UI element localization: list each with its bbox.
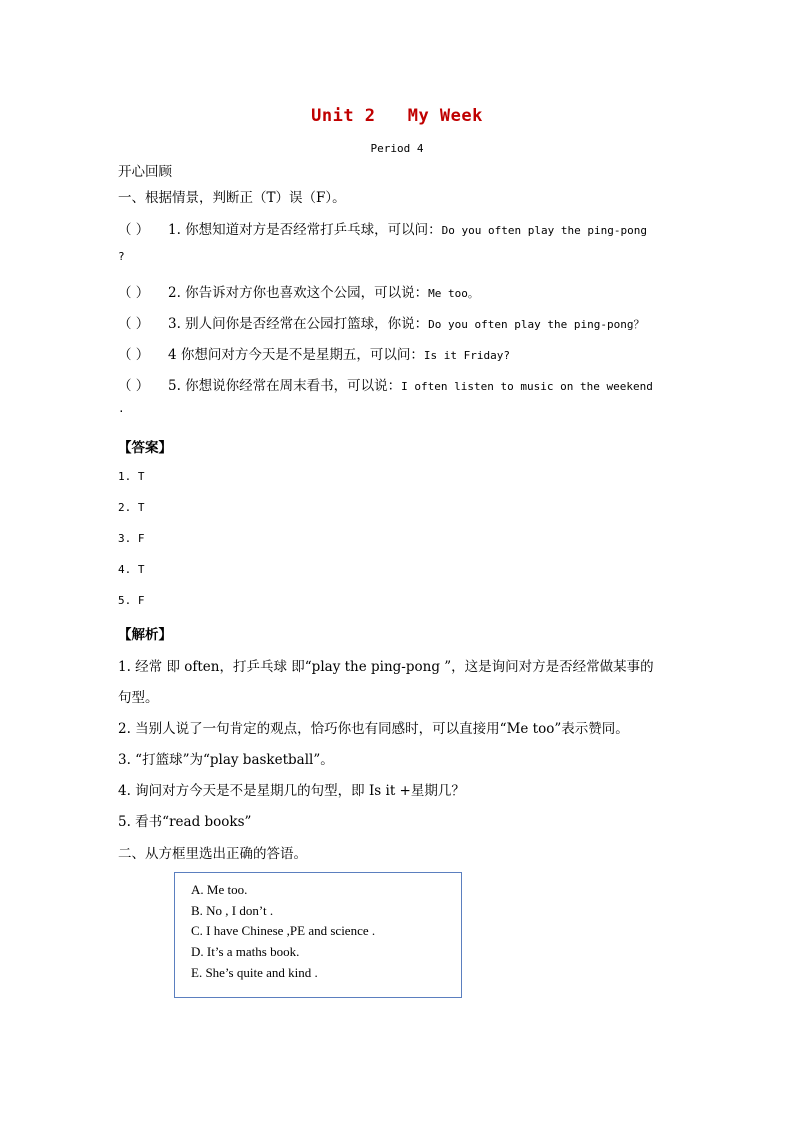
question-english: Do you often play the ping-pong？: [428, 318, 645, 331]
answer-blank: （ ）: [118, 378, 150, 394]
question-english: I often listen to music on the weekend: [401, 380, 653, 393]
answer-heading: 【答案】: [118, 440, 172, 456]
question-text: 5. 你想说你经常在周末看书，可以说：: [168, 378, 402, 394]
answer-item: 1. T: [118, 470, 145, 483]
question-english: Is it Friday?: [423, 349, 510, 362]
answer-item: 5. F: [118, 594, 145, 607]
option-item: D. It’s a maths book.: [191, 944, 300, 960]
analysis-line-4: 4. 询问对方今天是不是星期几的句型，即 Is it +星期几？: [118, 783, 465, 799]
analysis-line-2: 2. 当别人说了一句肯定的观点，恰巧你也有同感时，可以直接用“Me too”表示赞同。: [118, 721, 629, 737]
question-5-wrap: .: [118, 402, 125, 415]
question-english: Me too。: [428, 287, 479, 300]
analysis-heading: 【解析】: [118, 627, 172, 643]
analysis-line-3: 3. “打篮球”为“play basketball”。: [118, 752, 334, 768]
question-row-5: [118, 374, 653, 394]
question-text: 3. 别人问你是否经常在公园打篮球，你说：: [168, 316, 429, 332]
answer-blank: （ ）: [118, 222, 150, 238]
question-row-1: [118, 218, 647, 238]
answer-blank: （ ）: [118, 285, 150, 301]
answer-blank: （ ）: [118, 316, 150, 332]
option-item: A. Me too.: [191, 882, 248, 897]
question-row-2: [118, 281, 479, 301]
analysis-line-1a: 1. 经常 即 often，打乒乓球 即“play the ping-pong ”，这是询问对方是否经常做某事的: [118, 659, 654, 675]
answer-blank: （ ）: [118, 347, 150, 363]
question-text: 2. 你告诉对方你也喜欢这个公园，可以说：: [168, 285, 429, 301]
question-english: Do you often play the ping-pong: [441, 224, 647, 237]
question-text: 1. 你想知道对方是否经常打乒乓球，可以问：: [168, 222, 442, 238]
question-text: 4 你想问对方今天是不是星期五，可以问：: [168, 347, 424, 363]
page-title: Unit 2 My Week: [311, 106, 483, 126]
section1-heading: 一、根据情景，判断正（T）误（F）。: [118, 190, 346, 206]
options-box: [174, 872, 462, 998]
answer-item: 3. F: [118, 532, 145, 545]
analysis-line-5: 5. 看书“read books”: [118, 814, 252, 830]
page-subtitle: Period 4: [370, 142, 424, 155]
section2-heading: 二、从方框里选出正确的答语。: [118, 846, 307, 862]
answer-item: 4. T: [118, 563, 145, 576]
option-item: E. She’s quite and kind .: [191, 964, 318, 980]
answer-item: 2. T: [118, 501, 145, 514]
intro-label: 开心回顾: [118, 164, 172, 180]
analysis-line-1b: 句型。: [118, 690, 159, 706]
question-row-3: [118, 312, 644, 332]
option-item: B. No , I don’t .: [191, 902, 274, 918]
question-row-4: [118, 343, 510, 363]
option-item: C. I have Chinese ,PE and science .: [191, 923, 376, 939]
question-1-wrap: ?: [118, 250, 125, 263]
